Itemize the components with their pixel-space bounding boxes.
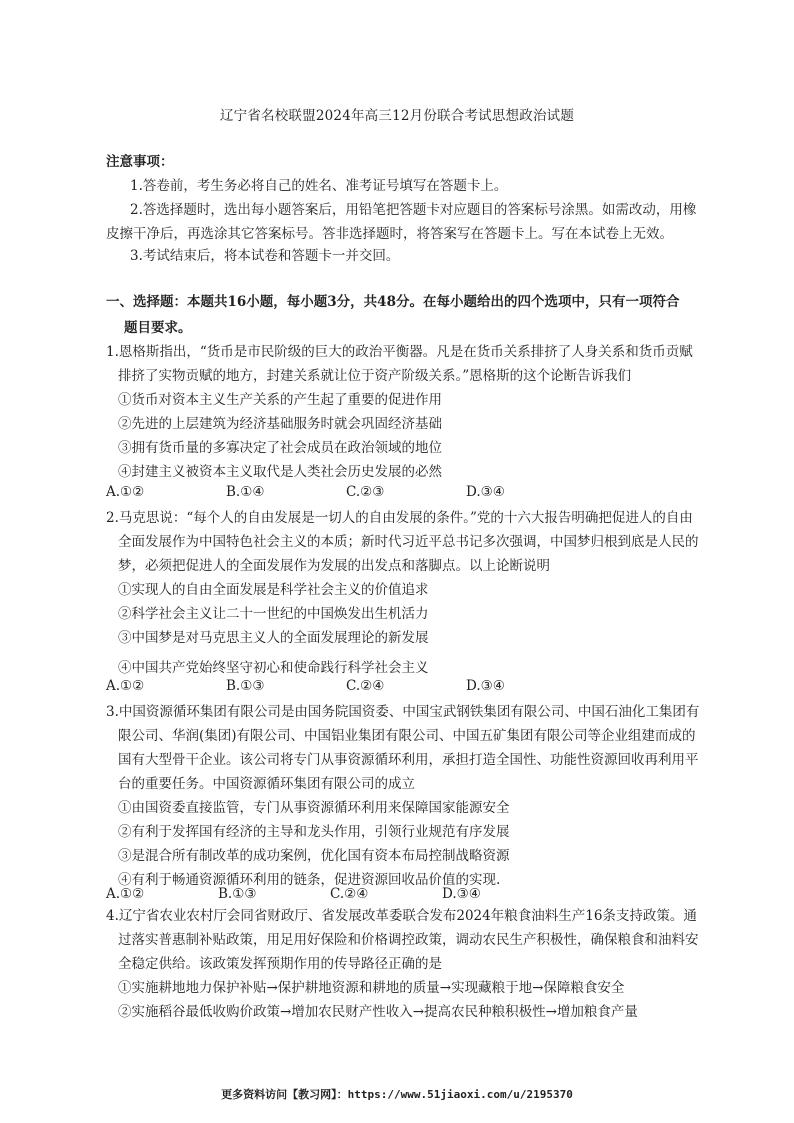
option-c[interactable]: C.②④ [346,678,385,694]
question-line: 2.马克思说：“每个人的自由发展是一切人的自由发展的条件。”党的十六大报告明确把促进人的自由 [106,510,693,526]
question-line: 全稳定供给。该政策发挥预期作用的传导路径正确的是 [118,956,442,972]
statement: ①由国资委直接监管，专门从事资源循环利用来保障国家能源安全 [118,800,510,816]
question-line: 全面发展作为中国特色社会主义的本质；新时代习近平总书记多次强调，中国梦归根到底是人民的 [118,534,699,550]
question-1 [106,340,693,484]
question-line: 3.中国资源循环集团有限公司是由国务院国资委、中国宝武钢铁集团有限公司、中国石油化工集团有 [106,704,700,720]
question-line: 4.辽宁省农业农村厅会同省财政厅、省发展改革委联合发布2024年粮食油料生产16条支持政策。通 [106,908,697,924]
notice-item: 3.考试结束后，将本试卷和答题卡一并交回。 [130,248,400,264]
question-line: 台的重要任务。中国资源循环集团有限公司的成立 [118,776,415,792]
notice-item: 2.答选择题时，选出每小题答案后，用铅笔把答题卡对应题目的答案标号涂黑。如需改动，用橡 [130,202,697,218]
option-d[interactable]: D.③④ [442,886,481,902]
option-c[interactable]: C.②③ [346,484,385,500]
question-line: 过落实普惠制补贴政策，用足用好保险和价格调控政策，调动农民生产积极性，确保粮食和油料安 [118,932,699,948]
notice-item: 皮擦干净后，再选涂其它答案标号。答非选择题时，将答案写在答题卡上。写在本试卷上无效。 [106,226,673,242]
options-row [106,886,706,906]
question-line: 排挤了实物贡赋的地方，封建关系就让位于资产阶级关系。”恩格斯的这个论断告诉我们 [118,368,632,384]
notice-item: 1.答卷前，考生务必将自己的姓名、准考证号填写在答题卡上。 [130,178,508,194]
options-row [106,484,706,504]
section-heading-cont: 题目要求。 [124,320,192,336]
section-heading: 一、选择题：本题共16小题，每小题3分，共48分。在每小题给出的四个选项中，只有一项符合 [106,294,680,310]
question-line: 国有大型骨干企业。该公司将专门从事资源循环利用，承担打造全国性、功能性资源回收再利用平 [118,752,699,768]
option-a[interactable]: A.①② [106,678,145,694]
option-b[interactable]: B.①③ [218,886,257,902]
statement: ②有利于发挥国有经济的主导和龙头作用，引领行业规范有序发展 [118,824,510,840]
option-a[interactable]: A.①② [106,886,145,902]
page-title: 辽宁省名校联盟2024年高三12月份联合考试思想政治试题 [219,108,575,124]
options-row [106,678,706,698]
option-b[interactable]: B.①④ [226,484,265,500]
statement: ②先进的上层建筑为经济基础服务时就会巩固经济基础 [118,416,442,432]
statement: ②实施稻谷最低收购价政策→增加农民财产性收入→提高农民种粮积极性→增加粮食产量 [118,1004,638,1020]
statement: ②科学社会主义让二十一世纪的中国焕发出生机活力 [118,606,429,622]
option-c[interactable]: C.②④ [330,886,369,902]
question-2 [106,506,699,680]
question-line: 梦，必须把促进人的全面发展作为发展的出发点和落脚点。以上论断说明 [118,558,550,574]
question-line: 限公司、华润(集团)有限公司、中国铝业集团有限公司、中国五矿集团有限公司等企业组建而成的 [118,728,696,744]
question-4 [106,904,699,1024]
statement: ①货币对资本主义生产关系的产生起了重要的促进作用 [118,392,442,408]
option-d[interactable]: D.③④ [466,484,505,500]
option-b[interactable]: B.①③ [226,678,265,694]
option-d[interactable]: D.③④ [466,678,505,694]
statement: ①实现人的自由全面发展是科学社会主义的价值追求 [118,582,429,598]
statement: ①实施耕地地力保护补贴→保护耕地资源和耕地的质量→实现藏粮于地→保障粮食安全 [118,980,625,996]
question-3 [106,700,699,892]
footer-link[interactable]: 更多资料访问【教习网】：https://www.51jiaoxi.com/u/2195370 [221,1088,573,1101]
statement: ④封建主义被资本主义取代是人类社会历史发展的必然 [118,464,442,480]
statement: ④有利于畅通资源循环利用的链条，促进资源回收品价值的实现. [118,872,501,888]
statement: ③拥有货币量的多寡决定了社会成员在政治领域的地位 [118,440,442,456]
statement: ③中国梦是对马克思主义人的全面发展理论的新发展 [118,630,429,646]
statement: ④中国共产党始终坚守初心和使命践行科学社会主义 [118,660,429,676]
notice-heading: 注意事项： [106,154,174,170]
question-line: 1.恩格斯指出，“货币是市民阶级的巨大的政治平衡器。凡是在货币关系排挤了人身关系和货币贡赋 [106,344,693,360]
option-a[interactable]: A.①② [106,484,145,500]
statement: ③是混合所有制改革的成功案例，优化国有资本布局控制战略资源 [118,848,510,864]
